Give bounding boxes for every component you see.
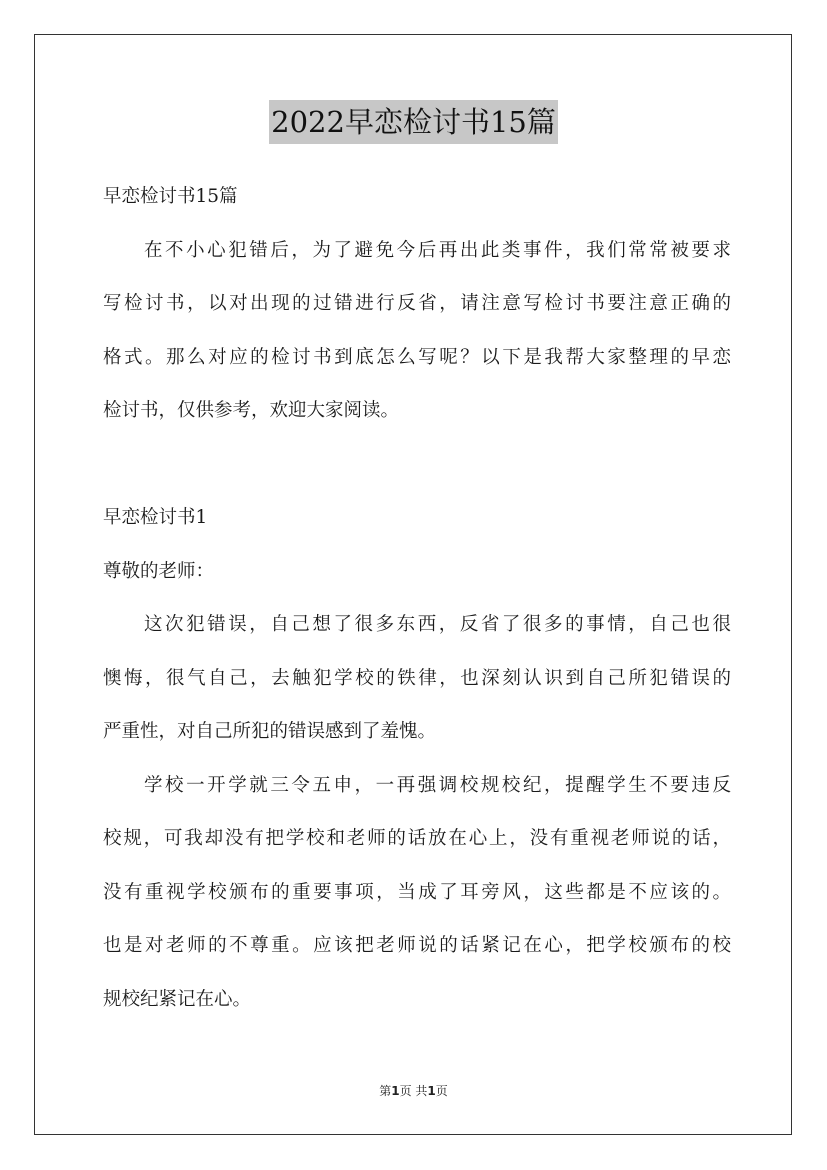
intro-line: 检讨书，仅供参考，欢迎大家阅读。 [103,400,400,421]
paragraph-line: 没有重视学校颁布的重要事项，当成了耳旁风，这些都是不应该的。 [103,881,731,903]
intro-line: 格式。那么对应的检讨书到底怎么写呢？以下是我帮大家整理的早恋 [103,346,731,368]
document-title: 2022早恋检讨书15篇 [269,100,558,144]
page-number-suffix: 页 [435,1084,448,1098]
document-subtitle: 早恋检讨书15篇 [103,186,238,207]
paragraph-line: 这次犯错误，自己想了很多东西，反省了很多的事情，自己也很 [144,614,731,635]
intro-line: 在不小心犯错后，为了避免今后再出此类事件，我们常常被要求 [144,239,731,261]
document-body [103,170,731,1026]
paragraph-line: 规校纪紧记在心。 [103,988,252,1010]
title-container [0,100,827,144]
page-number-prefix: 第 [379,1084,392,1098]
current-page-number: 1 [391,1084,400,1098]
total-page-number: 1 [427,1084,436,1098]
section-heading: 早恋检讨书1 [103,507,208,528]
page-footer [0,1082,827,1099]
paragraph-line: 校规，可我却没有把学校和老师的话放在心上，没有重视老师说的话， [103,828,731,849]
intro-line: 写检讨书，以对出现的过错进行反省，请注意写检讨书要注意正确的 [103,293,731,314]
page-number-mid: 页 共 [399,1084,428,1098]
salutation: 尊敬的老师： [103,560,215,582]
paragraph-gap [103,438,731,492]
paragraph-line: 也是对老师的不尊重。应该把老师说的话紧记在心，把学校颁布的校 [103,935,731,956]
paragraph-line: 严重性，对自己所犯的错误感到了羞愧。 [103,721,437,742]
paragraph-line: 学校一开学就三令五申，一再强调校规校纪，提醒学生不要违反 [144,774,731,796]
paragraph-line: 懊悔，很气自己，去触犯学校的铁律，也深刻认识到自己所犯错误的 [103,667,731,689]
